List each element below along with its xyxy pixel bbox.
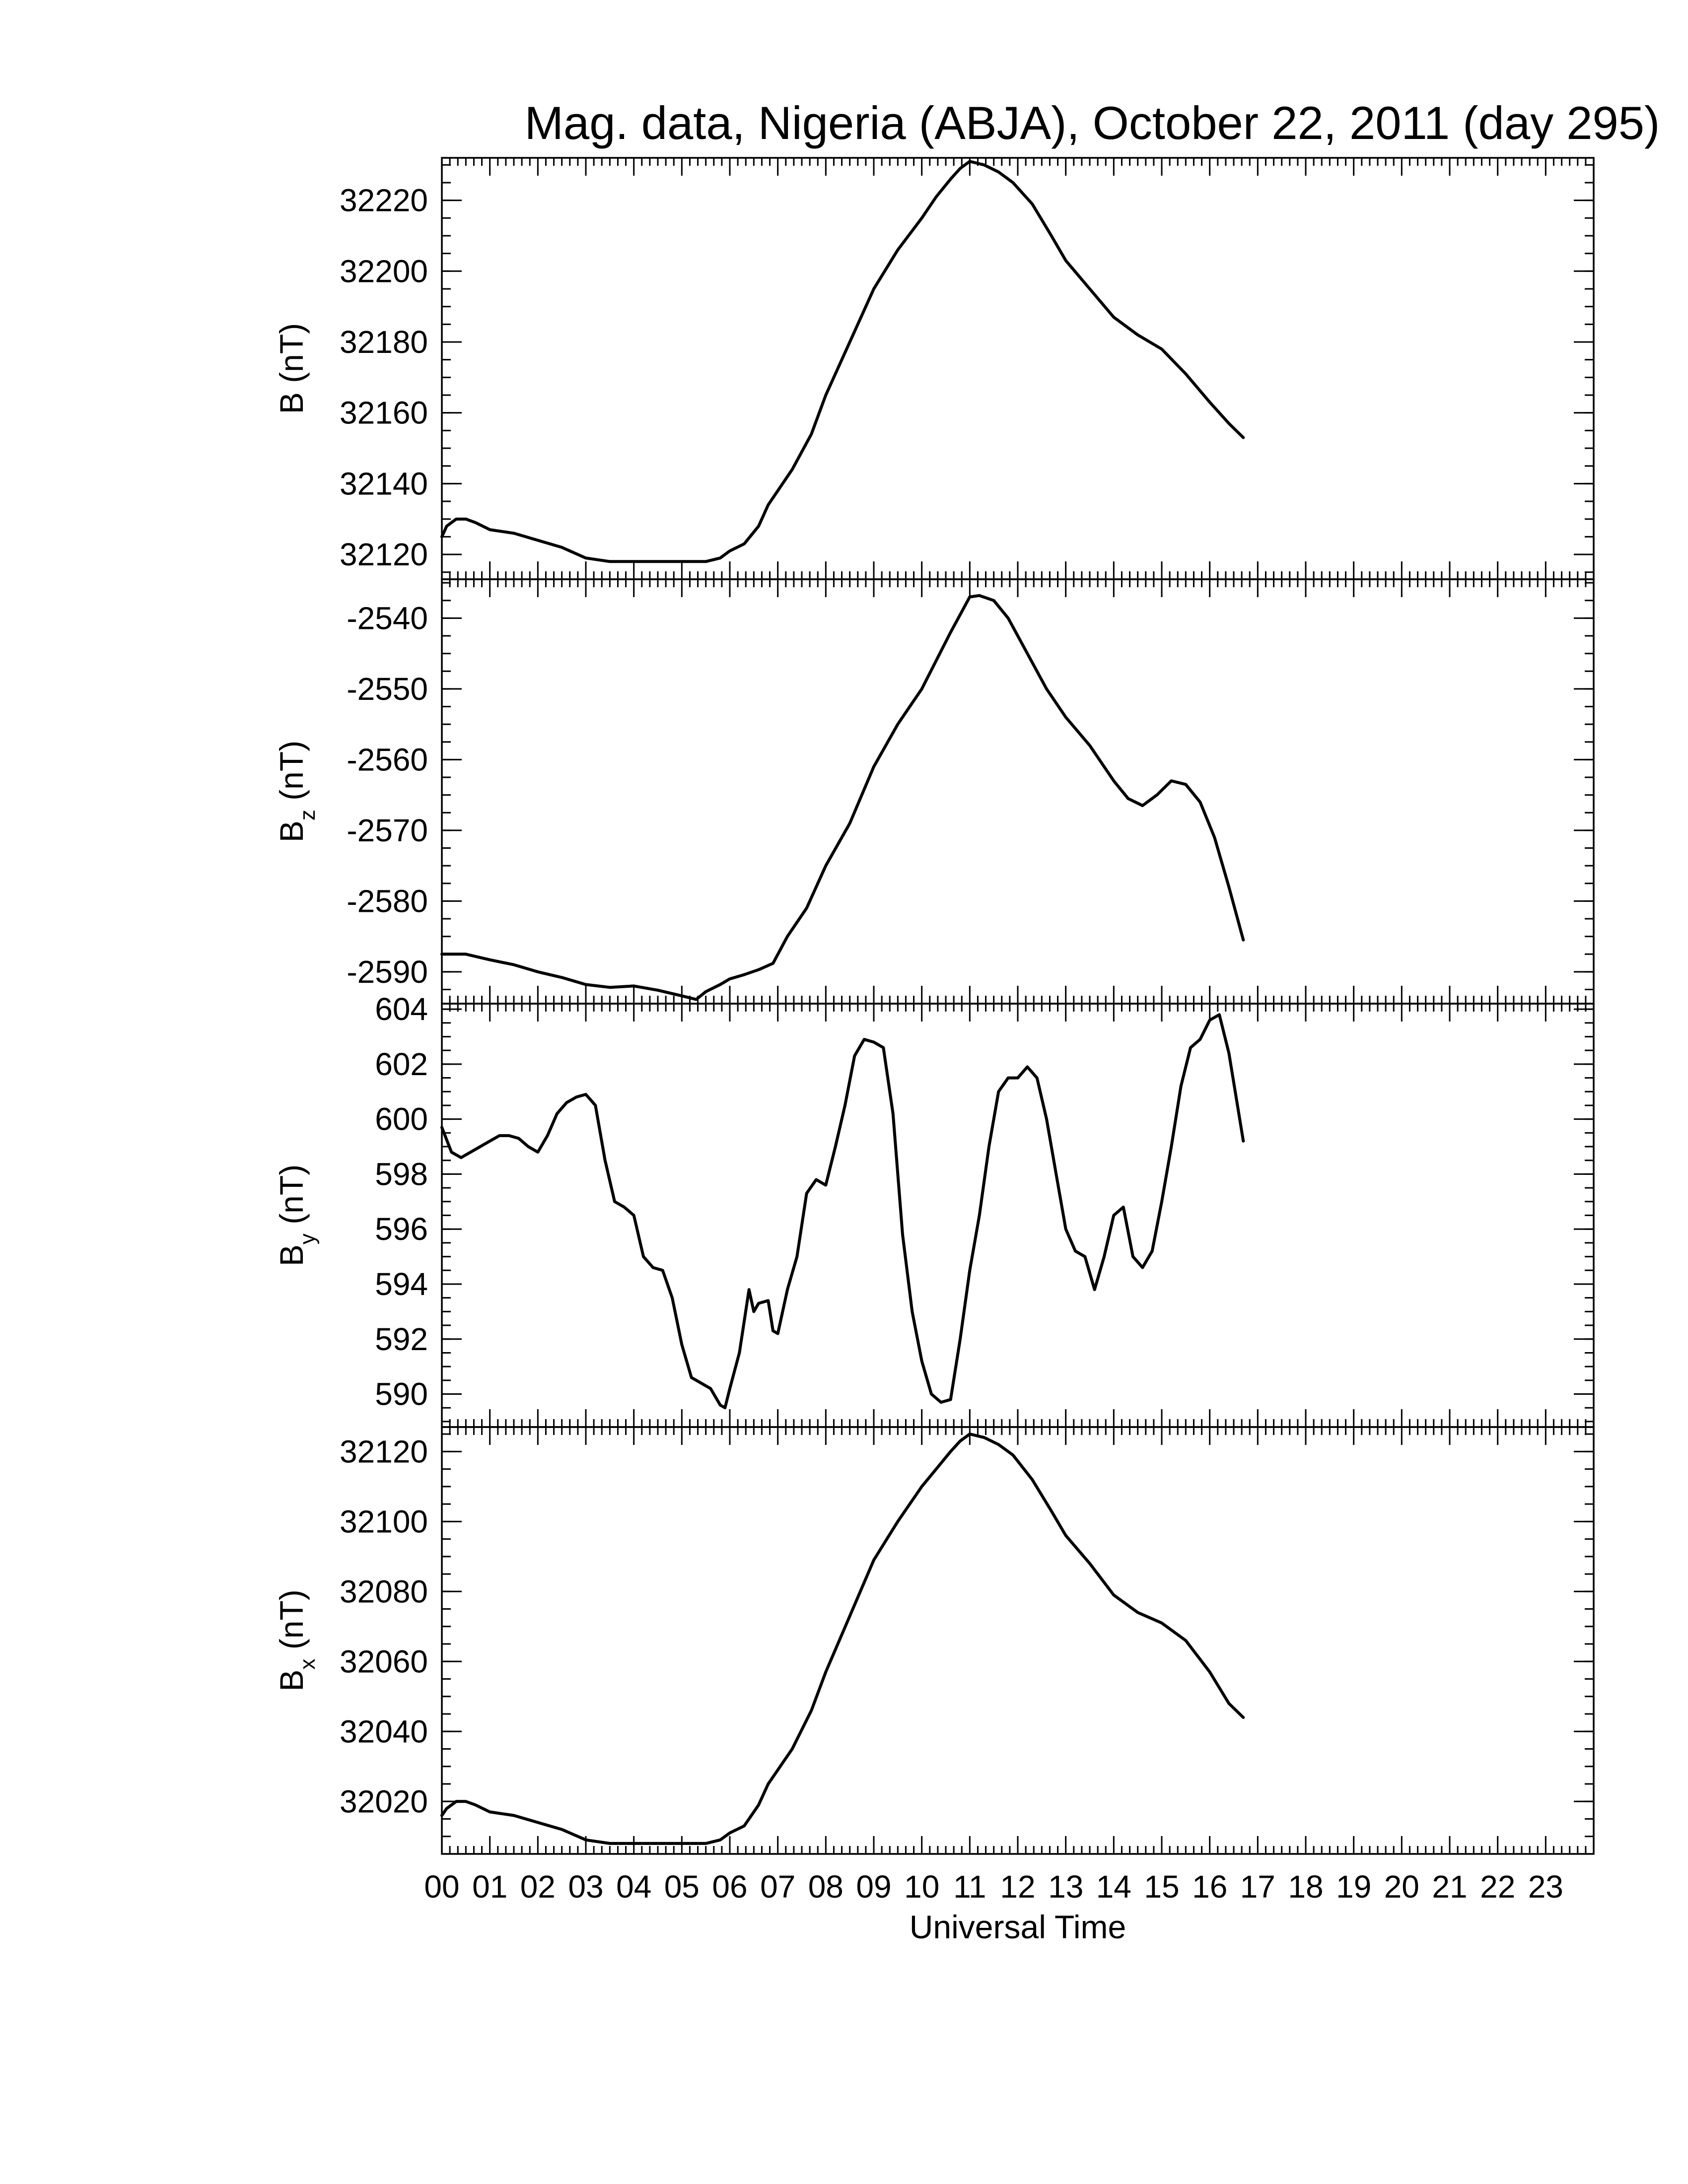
chart-title: Mag. data, Nigeria (ABJA), October 22, 2011 (day 295) [524, 97, 1660, 149]
x-tick-label: 14 [1096, 1869, 1131, 1905]
y-tick-label: -2550 [347, 671, 428, 707]
x-tick-label: 15 [1144, 1869, 1180, 1905]
y-tick-label: -2540 [347, 600, 428, 636]
y-tick-label: 32080 [340, 1573, 428, 1610]
x-tick-label: 19 [1336, 1869, 1372, 1905]
y-tick-label: 592 [375, 1321, 428, 1357]
y-tick-label: 598 [375, 1156, 428, 1192]
y-tick-label: 590 [375, 1376, 428, 1412]
y-tick-label: 32180 [340, 324, 428, 360]
x-tick-label: 21 [1432, 1869, 1468, 1905]
x-tick-label: 10 [904, 1869, 940, 1905]
y-tick-label: -2590 [347, 954, 428, 990]
x-tick-label: 01 [472, 1869, 508, 1905]
y-tick-label: 32020 [340, 1783, 428, 1820]
y-tick-label: -2560 [347, 742, 428, 778]
y-tick-label: 594 [375, 1266, 428, 1302]
y-axis-label-unit: (nT) [273, 323, 310, 393]
x-tick-label: 22 [1480, 1869, 1516, 1905]
x-tick-label: 17 [1240, 1869, 1275, 1905]
x-tick-label: 18 [1288, 1869, 1324, 1905]
y-tick-label: 32060 [340, 1643, 428, 1680]
y-tick-label: 600 [375, 1101, 428, 1137]
y-tick-label: 32200 [340, 253, 428, 289]
x-tick-label: 23 [1528, 1869, 1563, 1905]
y-axis-label-base: B [273, 1669, 310, 1692]
y-axis-label-unit: (nT) [273, 1164, 310, 1234]
y-tick-label: -2580 [347, 883, 428, 919]
y-tick-label: 604 [375, 991, 428, 1027]
y-tick-label: 32040 [340, 1713, 428, 1750]
y-tick-label: 32100 [340, 1503, 428, 1540]
y-tick-label: -2570 [347, 812, 428, 848]
x-tick-label: 08 [808, 1869, 844, 1905]
y-axis-label-unit: (nT) [273, 740, 310, 810]
y-axis-label-subscript: x [295, 1658, 320, 1670]
y-axis-label [273, 323, 310, 414]
x-tick-label: 05 [664, 1869, 700, 1905]
x-tick-label: 04 [616, 1869, 652, 1905]
x-tick-label: 06 [712, 1869, 748, 1905]
y-axis-label-subscript: y [295, 1233, 320, 1245]
y-axis-label-base: B [273, 820, 310, 843]
x-tick-label: 07 [760, 1869, 796, 1905]
x-tick-label: 11 [953, 1869, 986, 1905]
y-tick-label: 32120 [340, 537, 428, 573]
x-tick-label: 13 [1048, 1869, 1084, 1905]
x-tick-label: 12 [1000, 1869, 1036, 1905]
x-tick-label: 00 [424, 1869, 460, 1905]
y-tick-label: 596 [375, 1211, 428, 1247]
y-axis-label-base: B [273, 392, 310, 414]
y-tick-label: 602 [375, 1046, 428, 1082]
y-tick-label: 32160 [340, 395, 428, 431]
y-axis-label-unit: (nT) [273, 1589, 310, 1659]
y-tick-label: 32120 [340, 1433, 428, 1470]
y-axis-label-subscript: z [295, 810, 320, 821]
y-tick-label: 32140 [340, 466, 428, 502]
x-tick-label: 20 [1384, 1869, 1419, 1905]
x-tick-label: 09 [856, 1869, 892, 1905]
x-axis-label: Universal Time [909, 1909, 1126, 1945]
x-tick-label: 16 [1192, 1869, 1228, 1905]
x-tick-label: 02 [520, 1869, 556, 1905]
y-tick-label: 32220 [340, 182, 428, 218]
x-tick-label: 03 [568, 1869, 604, 1905]
y-axis-label-base: B [273, 1244, 310, 1267]
